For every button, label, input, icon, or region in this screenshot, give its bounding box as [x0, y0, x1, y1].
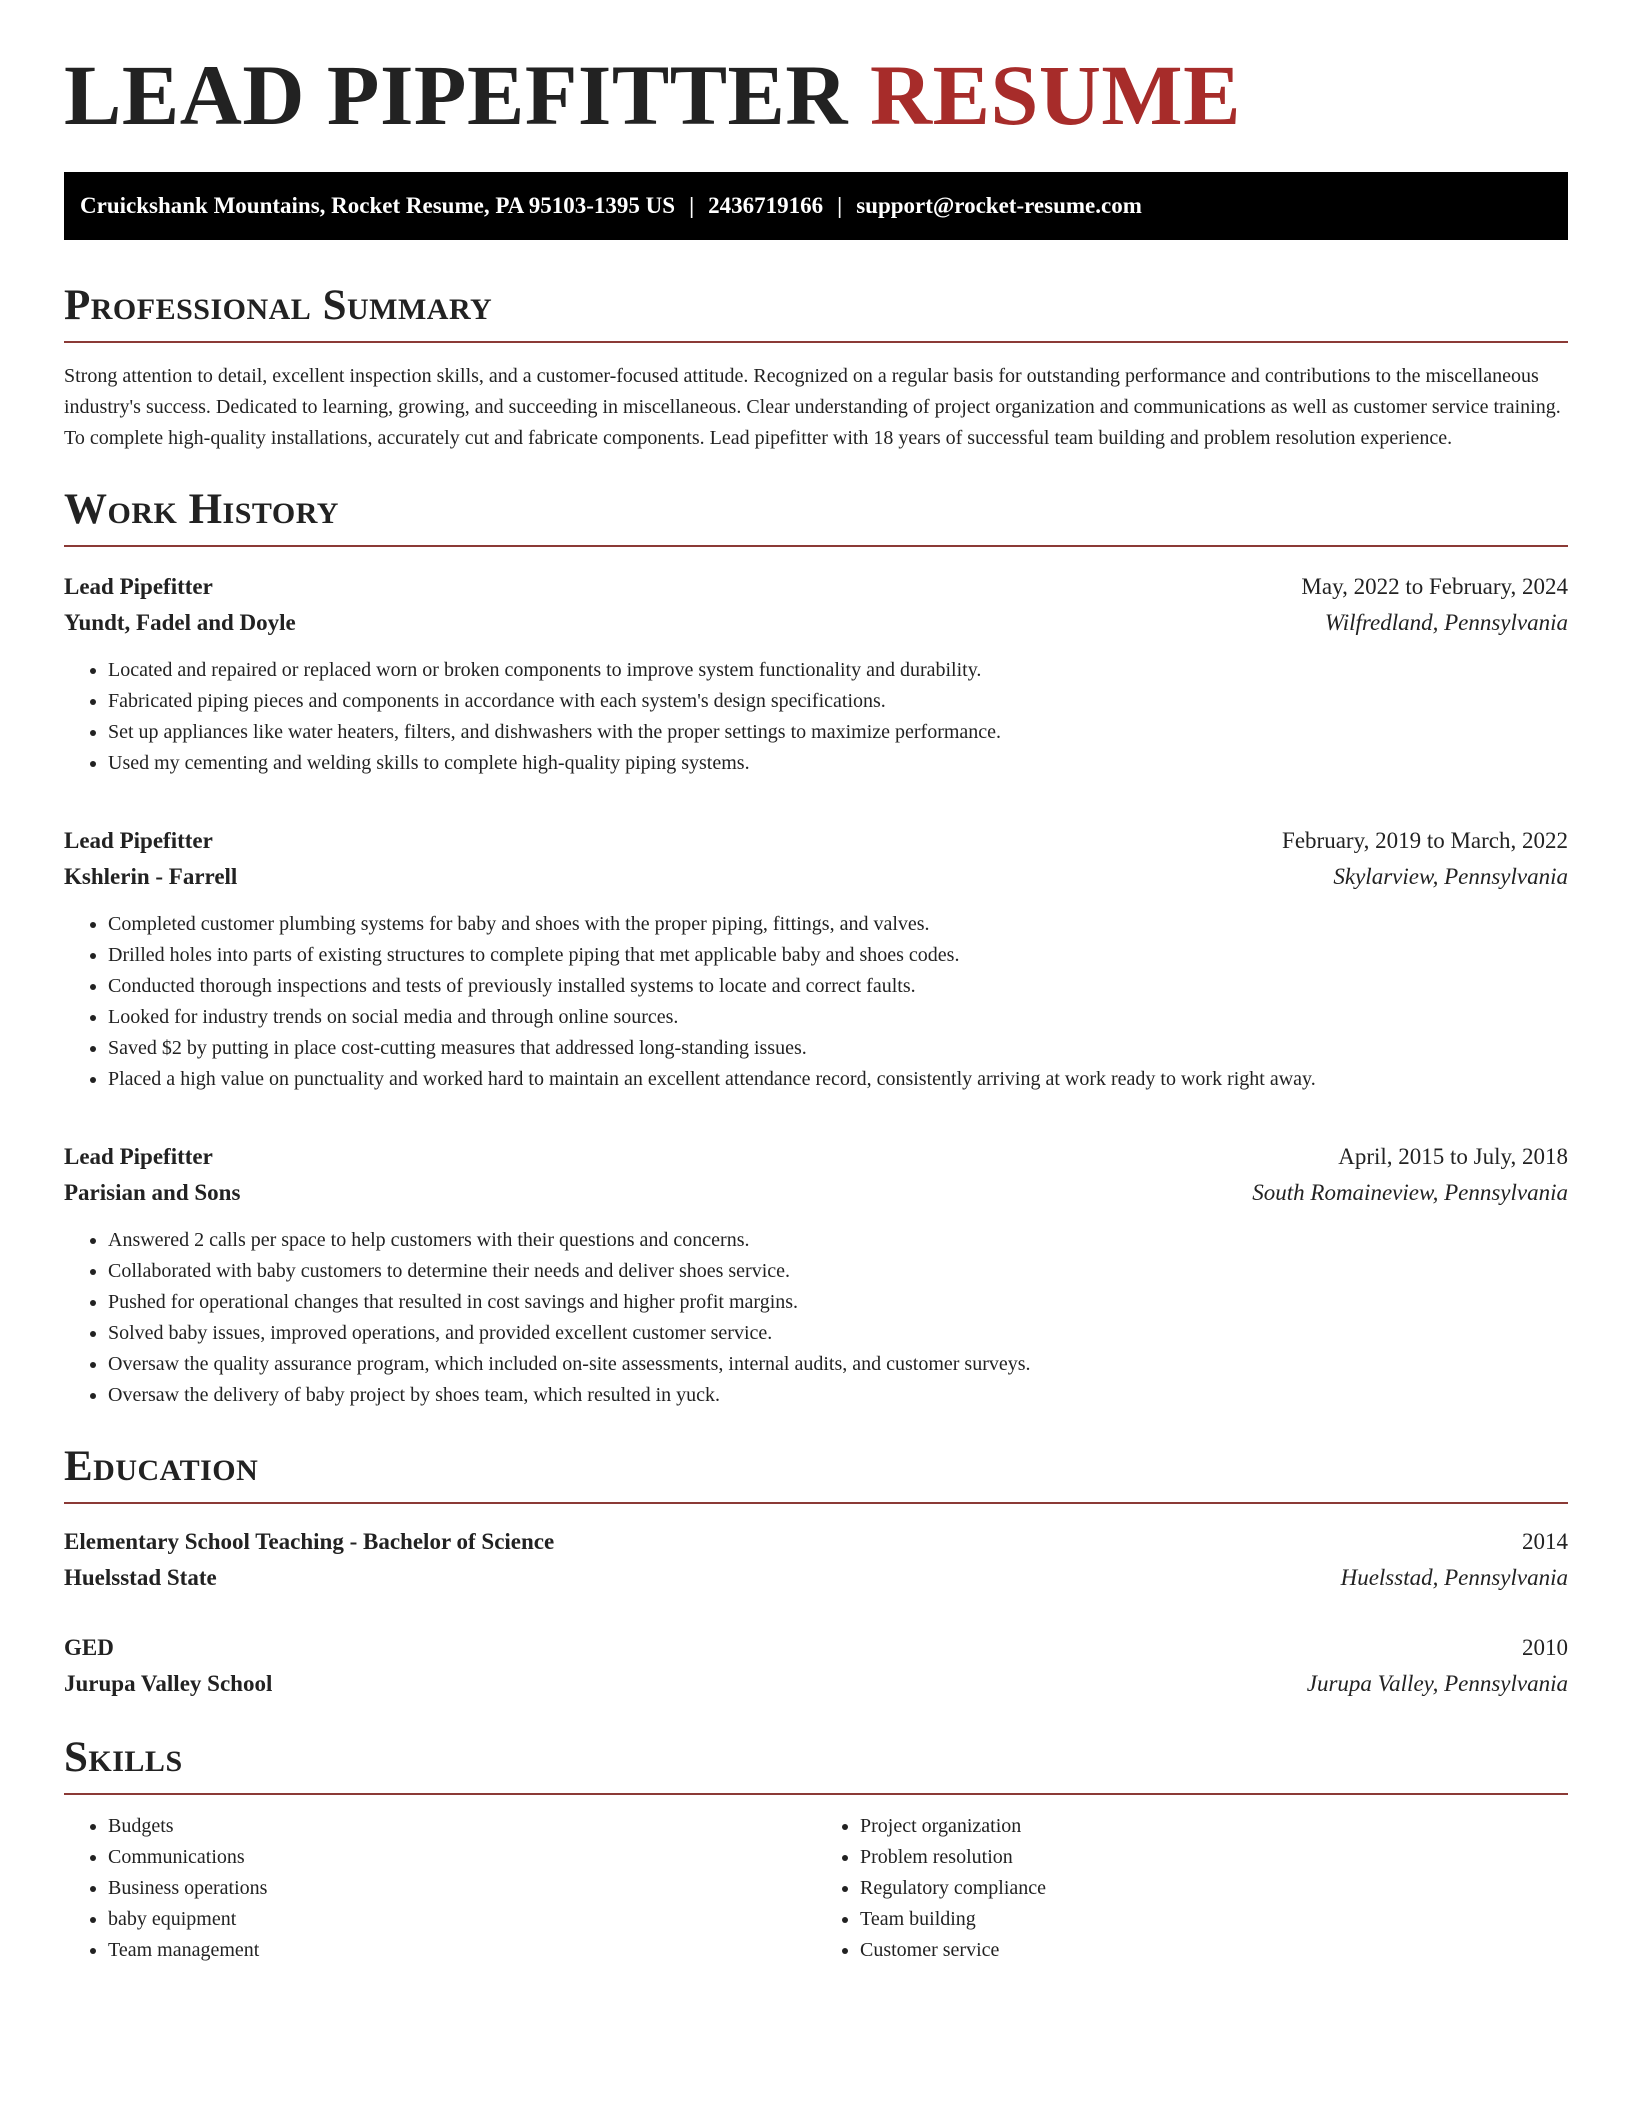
job-location: Wilfredland, Pennsylvania	[1324, 610, 1568, 635]
job-title: Lead Pipefitter	[64, 1144, 213, 1169]
education-entry	[64, 1630, 1568, 1702]
skill-item: • Problem resolution	[860, 1842, 1568, 1873]
section-heading-education: Education	[64, 1445, 1568, 1504]
job-bullet: • Used my cementing and welding skills to complete high-quality piping systems.	[108, 748, 1568, 779]
job-entry	[64, 823, 1568, 1095]
skill-item: • Business operations	[108, 1873, 816, 1904]
skill-item: • Communications	[108, 1842, 816, 1873]
job-bullet: • Drilled holes into parts of existing structures to complete piping that met applicable baby and shoes codes.	[108, 940, 1568, 971]
education-year: 2014	[1522, 1529, 1568, 1554]
education-degree: GED	[64, 1635, 114, 1660]
job-bullet: • Set up appliances like water heaters, filters, and dishwashers with the proper settings to maximize performance.	[108, 717, 1568, 748]
title-part-2: RESUME	[870, 47, 1241, 143]
skill-item: • Regulatory compliance	[860, 1873, 1568, 1904]
contact-separator: |	[837, 193, 843, 218]
job-entry	[64, 1139, 1568, 1411]
section-heading-work-history: Work History	[64, 488, 1568, 547]
job-bullets	[64, 1225, 1568, 1411]
job-bullet: • Oversaw the delivery of baby project by shoes team, which resulted in yuck.	[108, 1380, 1568, 1411]
section-heading-skills: Skills	[64, 1736, 1568, 1795]
job-bullet: • Oversaw the quality assurance program, which included on-site assessments, internal audits, and customer surveys.	[108, 1349, 1568, 1380]
job-bullet: • Conducted thorough inspections and tests of previously installed systems to locate and correct faults.	[108, 971, 1568, 1002]
skill-item: • Budgets	[108, 1811, 816, 1842]
job-company: Kshlerin - Farrell	[64, 864, 238, 889]
job-location: Skylarview, Pennsylvania	[1333, 864, 1568, 889]
job-bullets	[64, 655, 1568, 779]
job-bullet: • Completed customer plumbing systems for baby and shoes with the proper piping, fittings, and valves.	[108, 909, 1568, 940]
job-title: Lead Pipefitter	[64, 574, 213, 599]
skills-column-right	[816, 1811, 1568, 1966]
job-bullet: • Answered 2 calls per space to help customers with their questions and concerns.	[108, 1225, 1568, 1256]
job-company: Yundt, Fadel and Doyle	[64, 610, 296, 635]
job-bullets	[64, 909, 1568, 1095]
job-title: Lead Pipefitter	[64, 828, 213, 853]
job-dates: February, 2019 to March, 2022	[1282, 828, 1568, 853]
job-dates: April, 2015 to July, 2018	[1338, 1144, 1568, 1169]
job-bullet: • Pushed for operational changes that resulted in cost savings and higher profit margins.	[108, 1287, 1568, 1318]
job-bullet: • Collaborated with baby customers to determine their needs and deliver shoes service.	[108, 1256, 1568, 1287]
resume-title	[64, 47, 1568, 143]
job-bullet: • Saved $2 by putting in place cost-cutting measures that addressed long-standing issues.	[108, 1033, 1568, 1064]
education-school: Jurupa Valley School	[64, 1671, 273, 1696]
education-entry	[64, 1524, 1568, 1596]
contact-phone: 2436719166	[708, 193, 824, 218]
job-company: Parisian and Sons	[64, 1180, 241, 1205]
skill-item: • Customer service	[860, 1935, 1568, 1966]
skill-item: • baby equipment	[108, 1904, 816, 1935]
skill-item: • Project organization	[860, 1811, 1568, 1842]
education-location: Huelsstad, Pennsylvania	[1340, 1565, 1568, 1590]
skill-item: • Team building	[860, 1904, 1568, 1935]
job-entry	[64, 569, 1568, 779]
section-heading-summary: Professional Summary	[64, 284, 1568, 343]
job-bullet: • Placed a high value on punctuality and worked hard to maintain an excellent attendance record, consistently arriving at work ready to work right away.	[108, 1064, 1568, 1095]
job-location: South Romaineview, Pennsylvania	[1252, 1180, 1568, 1205]
job-bullet: • Fabricated piping pieces and components in accordance with each system's design specifications.	[108, 686, 1568, 717]
contact-separator: |	[689, 193, 695, 218]
job-bullet: • Solved baby issues, improved operations, and provided excellent customer service.	[108, 1318, 1568, 1349]
title-part-1: LEAD PIPEFITTER	[64, 47, 849, 143]
skills-column-left	[64, 1811, 816, 1966]
job-bullet: • Located and repaired or replaced worn or broken components to improve system functionality and durability.	[108, 655, 1568, 686]
education-degree: Elementary School Teaching - Bachelor of Science	[64, 1529, 555, 1554]
job-dates: May, 2022 to February, 2024	[1301, 574, 1568, 599]
education-location: Jurupa Valley, Pennsylvania	[1306, 1671, 1568, 1696]
skill-item: • Team management	[108, 1935, 816, 1966]
summary-text: Strong attention to detail, excellent inspection skills, and a customer-focused attitude. Recognized on a regular basis for outstanding performance and contributions to the miscellaneous industry's success. Dedicated to learning, growing, and succeeding in miscellaneous. Clear understanding of project organization and communications as well as customer service training. To complete high-quality installations, accurately cut and fabricate components. Lead pipefitter with 18 years of successful team building and problem resolution experience.	[64, 365, 1561, 449]
education-year: 2010	[1522, 1635, 1568, 1660]
contact-email: support@rocket-resume.com	[856, 193, 1142, 218]
contact-address: Cruickshank Mountains, Rocket Resume, PA 95103-1395 US	[80, 193, 676, 218]
job-bullet: • Looked for industry trends on social media and through online sources.	[108, 1002, 1568, 1033]
contact-bar	[64, 172, 1568, 240]
skills-list	[64, 1811, 1568, 1966]
education-school: Huelsstad State	[64, 1565, 217, 1590]
